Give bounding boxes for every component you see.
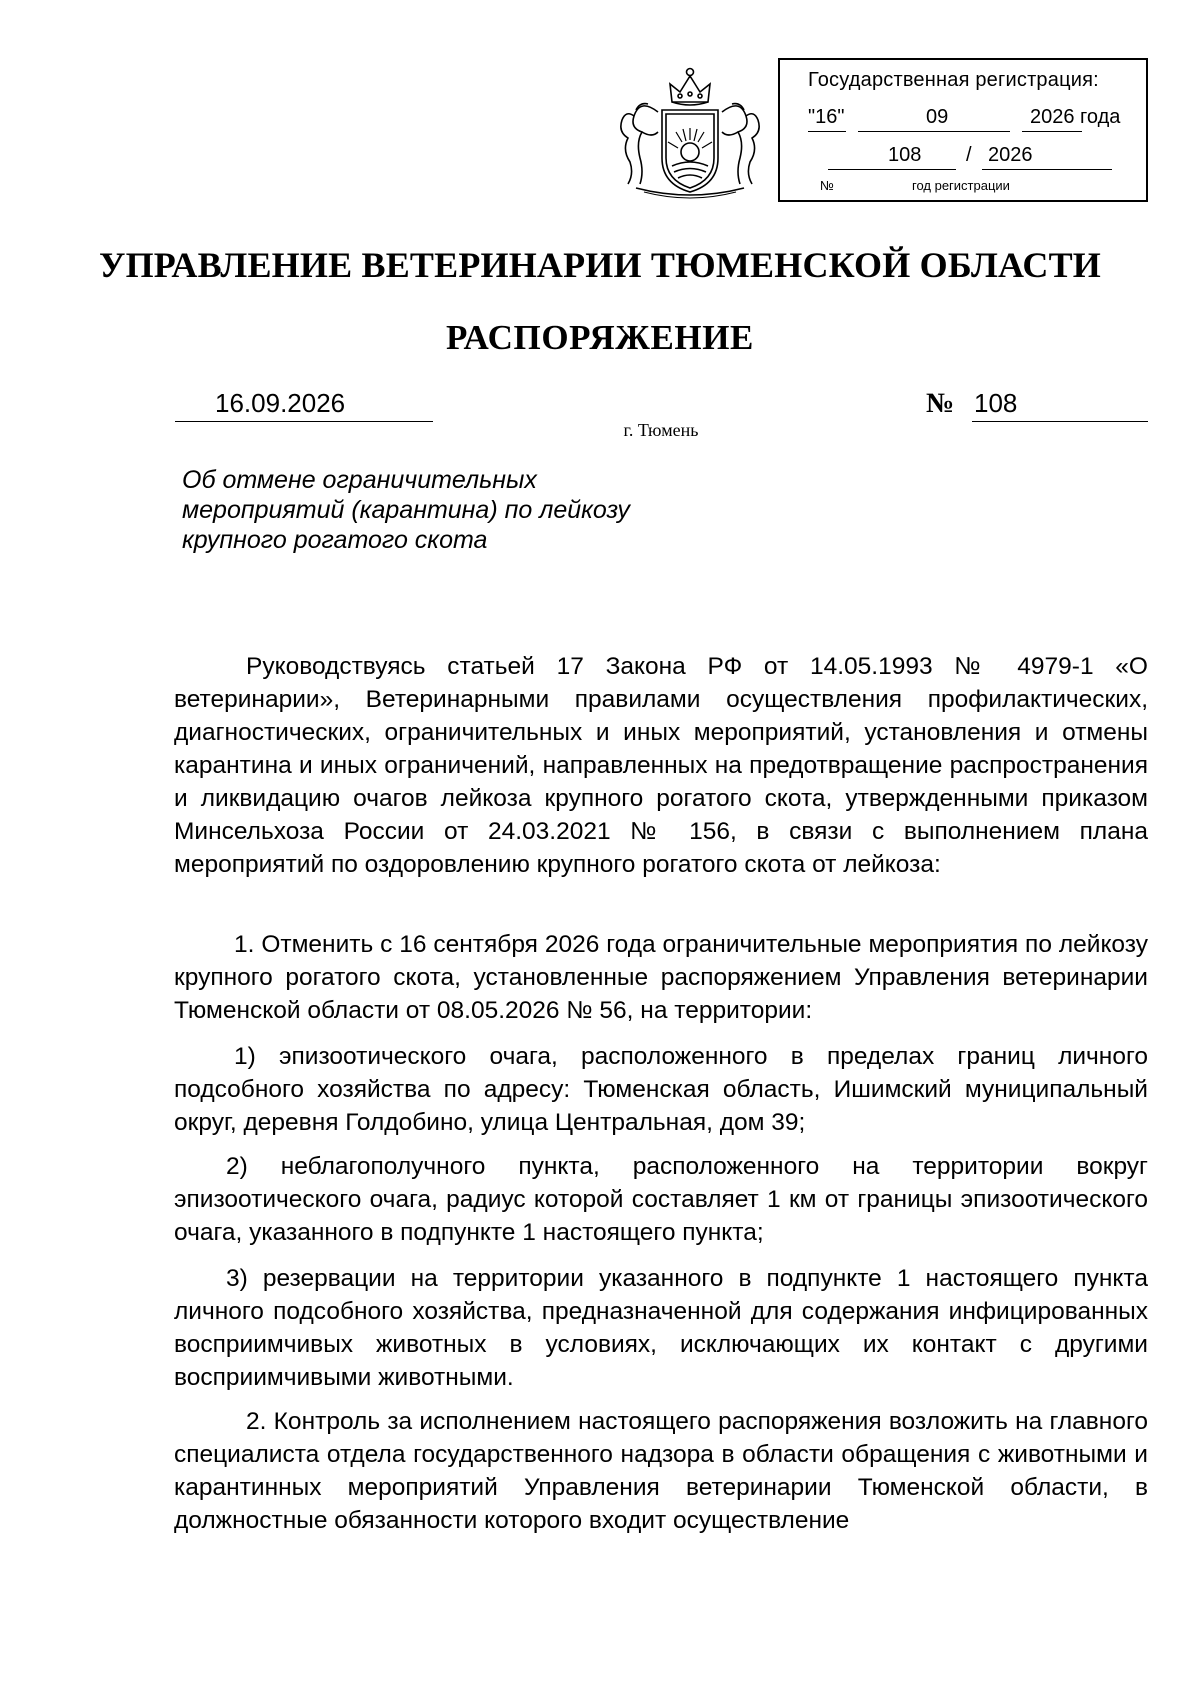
registration-number: 108	[888, 144, 922, 166]
item-2-paragraph: 2. Контроль за исполнением настоящего распоряжения возложить на главного специалиста отдела государственного надзора в области обращения с животными и карантинных мероприятий Управления ветеринарии Тюменской области, в должностные обязанности которого входит осуществление	[174, 1408, 1148, 1534]
coat-of-arms-icon	[600, 62, 780, 204]
underline	[1022, 131, 1082, 132]
underline	[828, 169, 956, 170]
subitem-1-paragraph: 1) эпизоотического очага, расположенного в пределах границ личного подсобного хозяйства по адресу: Тюменская область, Ишимский муниципальный округ, деревня Голдобино, улица Центральная, дом 39;	[174, 1043, 1148, 1136]
city: г. Тюмень	[623, 420, 699, 440]
order-number-value: 108	[974, 388, 1018, 418]
registration-caption-number: №	[820, 178, 834, 193]
document-type-title: РАСПОРЯЖЕНИЕ	[445, 318, 754, 357]
underline	[808, 131, 846, 132]
registration-number-line	[808, 144, 1128, 170]
registration-month: 09	[926, 106, 949, 128]
number-sign: №	[926, 388, 955, 419]
registration-caption-year: год регистрации	[912, 178, 1010, 193]
registration-date-line	[808, 106, 1128, 132]
preamble-paragraph: Руководствуясь статьей 17 Закона РФ от 14.05.1993 № 4979-1 «О ветеринарии», Ветеринарными правилами осуществления профилактических, диагностических, ограничительных и иных мероприятий, установления и отмены карантина и иных ограничений, направленных на предотвращение распространения и ликвидацию очагов лейкоза крупного рогатого скота, утвержденными приказом Минсельхоза России от 24.03.2021 № 156, в связи с выполнением плана мероприятий по оздоровлению крупного рогатого скота от лейкоза:	[174, 653, 1148, 878]
registration-year: 2026 года	[1030, 106, 1121, 128]
registration-box	[778, 58, 1148, 202]
agency-title: УПРАВЛЕНИЕ ВЕТЕРИНАРИИ ТЮМЕНСКОЙ ОБЛАСТИ	[98, 245, 1102, 285]
underline	[858, 131, 1010, 132]
subitem-3-paragraph: 3) резервации на территории указанного в подпункте 1 настоящего пункта личного подсобного хозяйства, предназначенной для содержания инфицированных восприимчивых животных в условиях, исключающих их контакт с другими восприимчивыми животными.	[174, 1265, 1148, 1391]
order-subject: Об отмене ограничительных мероприятий (карантина) по лейкозу крупного рогатого скота	[182, 466, 630, 554]
subitem-2-paragraph: 2) неблагополучного пункта, расположенного на территории вокруг эпизоотического очага, радиус которой составляет 1 км от границы эпизоотического очага, указанного в подпункте 1 настоящего пункта;	[174, 1153, 1148, 1246]
registration-title: Государственная регистрация:	[808, 69, 1099, 91]
underline	[982, 169, 1112, 170]
registration-day: "16"	[808, 106, 845, 128]
registration-number-year: 2026	[988, 144, 1033, 166]
item-1-paragraph: 1. Отменить с 16 сентября 2026 года ограничительные мероприятия по лейкозу крупного рогатого скота, установленные распоряжением Управления ветеринарии Тюменской области от 08.05.2026 № 56, на территории:	[174, 931, 1148, 1024]
registration-slash: /	[966, 144, 972, 166]
order-date-value: 16.09.2026	[215, 388, 346, 418]
